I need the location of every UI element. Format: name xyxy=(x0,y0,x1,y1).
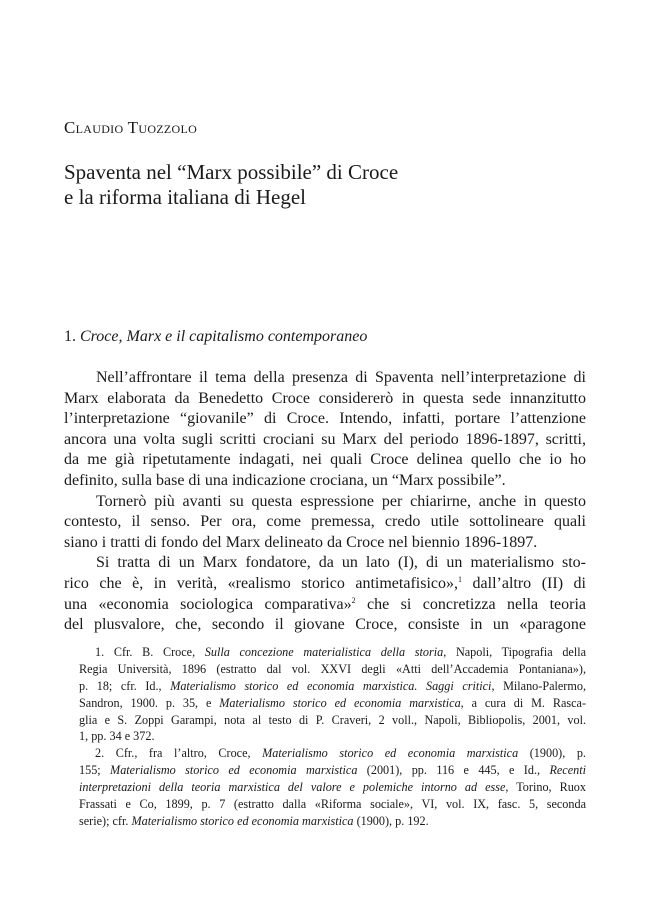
footnote-1-line xyxy=(79,678,586,695)
footnote-1-line xyxy=(79,644,586,661)
footnote-2-line: Frassati e Co, 1899, p. 7 (estratto dalla «Riforma sociale», VI, vol. IX, fasc. 5, seconda xyxy=(79,797,586,812)
footnote-italic: Materialismo storico ed economia marxistica xyxy=(262,746,519,761)
body-line: definito, sulla base di una indicazione crociana, un “Marx possibile”. xyxy=(64,471,506,489)
footnote-text: Sandron, 1900. p. 35, e xyxy=(79,695,220,710)
body-line: del plusvalore, che, secondo il giovane Croce, consiste in un «paragone xyxy=(64,616,586,634)
footnote-2-line xyxy=(79,779,586,796)
footnote-italic: Materialismo storico ed economia marxistica. Saggi critici xyxy=(170,678,492,693)
body-line: Si tratta di un Marx fondatore, da un lato (I), di un materialismo sto- xyxy=(96,554,586,572)
body-line xyxy=(64,595,586,616)
footnote-text: , Torino, Ruox xyxy=(505,780,586,795)
section-number: 1. xyxy=(64,328,80,345)
section-heading xyxy=(64,328,367,346)
body-line: Nell’affrontare il tema della presenza di Spaventa nell’interpretazione di xyxy=(96,369,586,386)
footnote-text: , Milano-Palermo, xyxy=(491,678,586,693)
footnote-text: , Napoli, Tipografia della xyxy=(443,645,587,659)
body-line: Tornerò più avanti su questa espressione per chiarirne, anche in questo xyxy=(96,492,586,510)
body-text-fragment: dall’altro (II) di xyxy=(462,574,586,592)
body-line: siano i tratti di fondo del Marx delineato da Croce nel biennio 1896-1897. xyxy=(64,533,538,551)
body-line: contesto, il senso. Per ora, come premessa, credo utile sottolineare quali xyxy=(64,513,586,531)
body-line xyxy=(64,574,586,595)
chapter-title-line-1: Spaventa nel “Marx possibile” di Croce xyxy=(64,160,399,184)
section-title: Croce, Marx e il capitalismo contemporaneo xyxy=(80,328,368,345)
footnote-ref-2[interactable]: 2 xyxy=(351,595,356,605)
body-line: ancora una volta sugli scritti crociani su Marx del periodo 1896-1897, scritti, xyxy=(64,430,586,448)
footnote-text: (1900), p. 192. xyxy=(353,813,429,828)
footnote-text: serie); cfr. xyxy=(79,813,132,828)
body-line: da me già ripetutamente indagati, nei quali Croce delinea quello che io ho xyxy=(64,451,586,469)
footnote-text: (1900), p. xyxy=(518,746,586,761)
footnote-text: p. 18; cfr. Id., xyxy=(79,678,171,693)
footnote-1-line: Regia Università, 1896 (estratto dal vol. XXVI degli «Atti dell’Accademia Pontaniana»), xyxy=(79,661,586,676)
footnote-italic: Recenti xyxy=(549,763,586,778)
footnote-italic: Materialismo storico ed economia marxistica xyxy=(110,763,358,778)
author-name: Claudio Tuozzolo xyxy=(64,118,198,137)
footnote-italic: Materialismo storico ed economia marxistica xyxy=(219,695,461,710)
footnote-ref-1[interactable]: 1 xyxy=(458,574,463,584)
footnote-text: 2. Cfr., fra l’altro, Croce, xyxy=(95,746,263,761)
body-text-fragment: rico che è, in verità, «realismo storico antimetafisico», xyxy=(64,574,459,592)
body-text xyxy=(64,368,586,636)
chapter-title xyxy=(64,160,398,210)
footnote-text: 1. Cfr. B. Croce, xyxy=(95,645,205,659)
footnote-2-line xyxy=(79,762,586,779)
footnote-1-line: 1, pp. 34 e 372. xyxy=(79,729,155,744)
body-text-fragment: che si concretizza nella teoria xyxy=(355,595,587,613)
footnote-1-line: glia e S. Zoppi Garampi, nota al testo di P. Craveri, 2 voll., Napoli, Bibliopolis, 2001, vol. xyxy=(79,712,586,727)
body-line: Marx elaborata da Benedetto Croce considererò in questa sede innanzitutto xyxy=(64,389,586,407)
footnote-2-line xyxy=(79,745,586,762)
chapter-title-line-2: e la riforma italiana di Hegel xyxy=(64,185,306,209)
footnotes xyxy=(79,644,586,830)
footnote-italic: Materialismo storico ed economia marxistica xyxy=(131,813,354,828)
footnote-text: 155; xyxy=(79,763,111,778)
footnote-italic: interpretazioni della teoria marxistica del valore e polemiche intorno ad esse xyxy=(79,780,506,795)
body-line: l’interpretazione “giovanile” di Croce. Intendo, infatti, portare l’attenzione xyxy=(64,410,586,428)
footnote-text: , a cura di M. Rasca- xyxy=(460,695,587,710)
footnote-1-line xyxy=(79,695,586,712)
footnote-2-line xyxy=(79,813,586,830)
footnote-italic: Sulla concezione materialistica della storia xyxy=(204,645,444,659)
footnote-text: (2001), pp. 116 e 445, e Id., xyxy=(357,763,550,778)
body-text-fragment: una «economia sociologica comparativa» xyxy=(64,595,352,613)
